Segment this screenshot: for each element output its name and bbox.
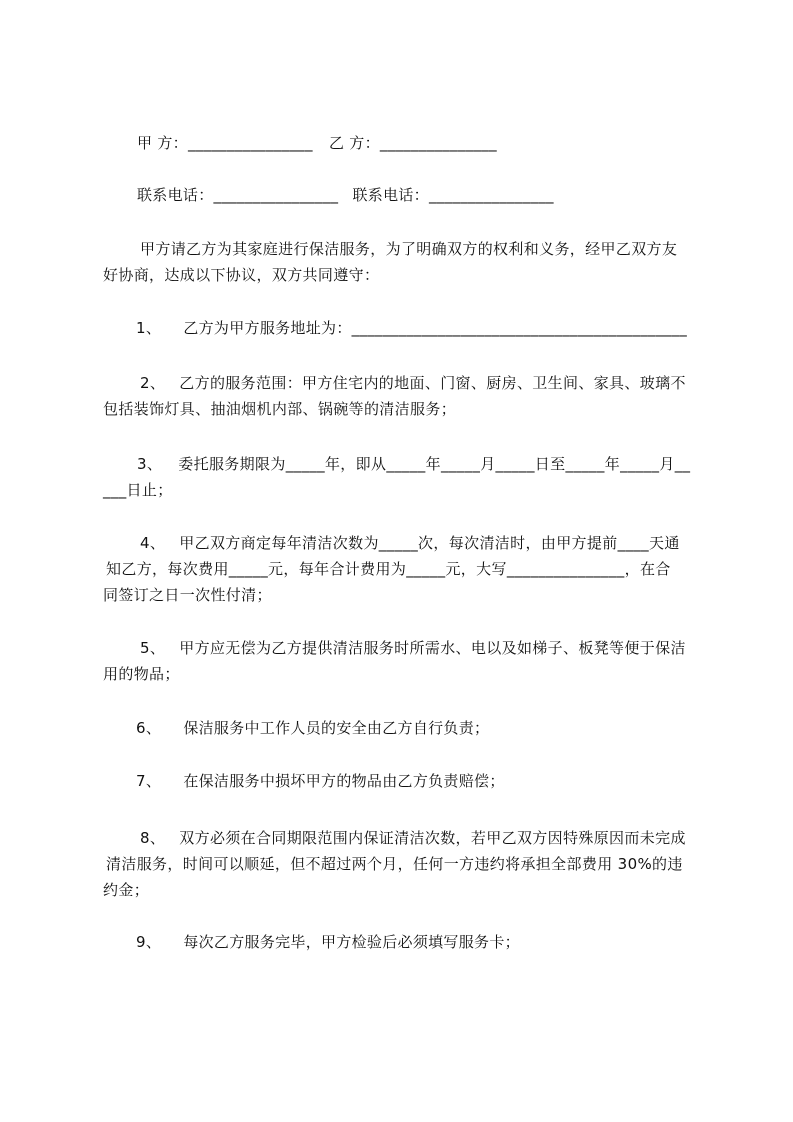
clause-5-line-1	[103, 632, 703, 664]
clause-number: 5、	[140, 639, 166, 657]
clause-text: 双方必须在合同期限范围内保证清洁次数，若甲乙双方因特殊原因而未完成	[179, 829, 686, 847]
clause-4-line-3: 同签订之日一次性付清；	[103, 586, 272, 604]
party-line	[137, 133, 497, 153]
clause-8-line-3: 约金；	[103, 881, 150, 899]
clause-3-line-1	[103, 448, 703, 480]
phone-a-label: 联系电话：	[137, 186, 214, 204]
clause-3	[103, 448, 703, 506]
clause-number: 9、	[136, 933, 162, 951]
clause-text: 在保洁服务中损坏甲方的物品由乙方负责赔偿；	[183, 772, 505, 790]
clause-text: 甲乙双方商定每年清洁次数为_____次，每次清洁时，由甲方提前____天通	[179, 534, 680, 552]
clause-2	[103, 367, 703, 425]
clause-number: 8、	[140, 829, 166, 847]
clause-9	[136, 932, 520, 952]
clause-5	[103, 632, 703, 690]
clause-text: 乙方的服务范围：甲方住宅内的地面、门窗、厨房、卫生间、家具、玻璃不	[179, 374, 686, 392]
clause-text: 乙方为甲方服务地址为：___________________________________________	[183, 319, 688, 337]
clause-8	[103, 822, 703, 906]
clause-number: 3、	[137, 455, 163, 473]
clause-4-line-2: 知乙方，每次费用_____元，每年合计费用为_____元，大写_______________，在合	[106, 560, 671, 578]
party-b-label: 乙 方：	[328, 134, 380, 152]
clause-number: 1、	[136, 319, 162, 337]
preamble-line-2: 好协商，达成以下协议，双方共同遵守：	[103, 266, 380, 284]
clause-text: 保洁服务中工作人员的安全由乙方自行负责；	[183, 719, 490, 737]
phone-b-label: 联系电话：	[352, 186, 429, 204]
clause-2-line-2: 包括装饰灯具、抽油烟机内部、锅碗等的清洁服务；	[103, 400, 457, 418]
clause-number: 4、	[140, 534, 166, 552]
clause-text: 每次乙方服务完毕，甲方检验后必须填写服务卡；	[183, 933, 520, 951]
preamble	[103, 233, 703, 291]
clause-4	[103, 527, 703, 611]
clause-5-line-2: 用的物品；	[103, 665, 180, 683]
clause-1	[136, 318, 687, 338]
phone-line	[137, 185, 554, 205]
clause-text: 委托服务期限为_____年，即从_____年_____月_____日至_____年_____月__	[178, 455, 691, 473]
party-a-blank: ________________	[187, 134, 313, 152]
clause-number: 6、	[136, 719, 162, 737]
party-a-label: 甲 方：	[137, 134, 188, 152]
clause-3-line-2: ___日止；	[103, 481, 173, 499]
clause-number: 7、	[136, 772, 162, 790]
clause-6	[136, 718, 489, 738]
clause-8-line-2: 清洁服务，时间可以顺延，但不超过两个月，任何一方违约将承担全部费用 30%的违	[106, 855, 683, 873]
party-b-blank: _______________	[379, 134, 497, 152]
clause-number: 2、	[140, 374, 166, 392]
phone-b-blank: ________________	[429, 186, 554, 204]
clause-7	[136, 771, 505, 791]
clause-text: 甲方应无偿为乙方提供清洁服务时所需水、电以及如梯子、板凳等便于保洁	[179, 639, 686, 657]
phone-a-blank: ________________	[213, 186, 339, 204]
preamble-line-1: 甲方请乙方为其家庭进行保洁服务，为了明确双方的权利和义务，经甲乙双方友	[140, 240, 678, 258]
